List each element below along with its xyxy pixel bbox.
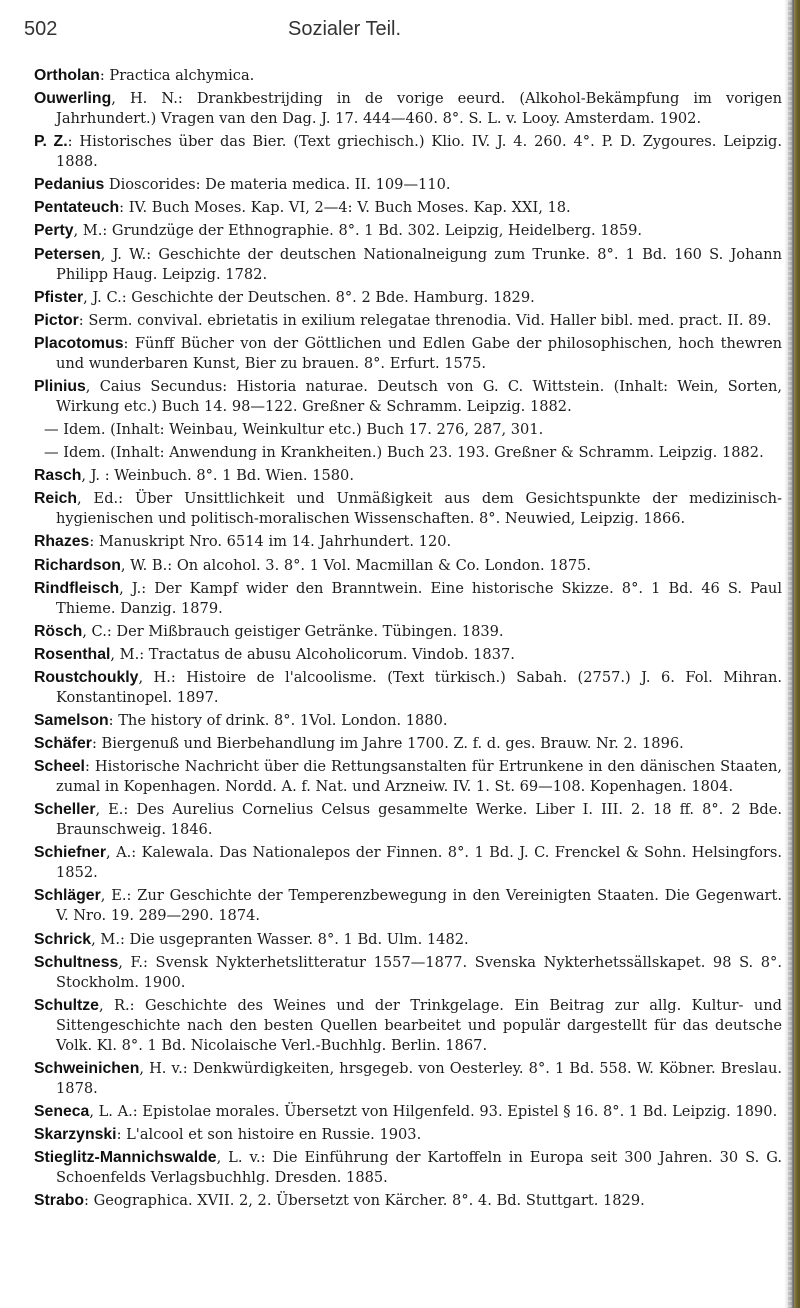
bibliography-entry [34, 466, 782, 486]
bibliography-entry [34, 221, 782, 241]
entry-text: — Idem. (Inhalt: Anwendung in Krankheiten.) Buch 23. 193. Greßner & Schramm. Leipzig. 1882. [44, 444, 764, 462]
entry-author: Ouwerling [34, 90, 112, 108]
entry-author: Ortholan [34, 67, 100, 84]
entry-text: , A.: Kalewala. Das Nationalepos der Finnen. 8°. 1 Bd. J. C. Frenckel & Sohn. Helsingfors. 1852. [56, 844, 782, 882]
bibliography-entry [34, 245, 782, 285]
entry-text: : Practica alchymica. [99, 67, 255, 84]
page-number: 502 [24, 18, 58, 40]
entry-text: — Idem. (Inhalt: Weinbau, Weinkultur etc.) Buch 17. 276, 287, 301. [44, 421, 544, 439]
entry-text: , Ed.: Über Unsittlichkeit und Unmäßigkeit aus dem Gesichtspunkte der medizinisch-hygienischen und politisch-moralischen Wissenschaften. 8°. Neuwied, Leipzig. 1866. [56, 490, 782, 528]
bibliography-entry [34, 489, 782, 529]
entry-text: : L'alcool et son histoire en Russie. 1903. [116, 1126, 422, 1143]
entry-text: , J. W.: Geschichte der deutschen Nationalneigung zum Trunke. 8°. 1 Bd. 160 S. Johann Philipp Haug. Leipzig. 1782. [56, 245, 782, 283]
bibliography-entry [34, 645, 782, 665]
bibliography-entry [34, 996, 782, 1056]
entry-text: , H. v.: Denkwürdigkeiten, hrsgegeb. von Oesterley. 8°. 1 Bd. 558. W. Köbner. Breslau. 1878. [56, 1059, 782, 1097]
entry-text: , W. B.: On alcohol. 3. 8°. 1 Vol. Macmillan & Co. London. 1875. [120, 556, 592, 574]
entry-author: Seneca [34, 1102, 90, 1120]
entry-author: Rindfleisch [34, 579, 120, 597]
entry-text: , M.: Grundzüge der Ethnographie. 8°. 1 Bd. 302. Leipzig, Heidelberg. 1859. [73, 222, 643, 240]
bibliography-entry [34, 175, 782, 195]
entry-author: Reich [34, 490, 78, 508]
entry-author: Pedanius [34, 176, 105, 194]
entry-text: : Historische Nachricht über die Rettungsanstalten für Ertrunkene in den dänischen Staaten, zumal in Kopenhagen. Nordd. A. f. Nat. und Arzneiw. IV. 1. St. 69—108. Kopenhagen. 1804. [56, 758, 782, 796]
entry-text: , H. N.: Drankbestrijding in de vorige eeurd. (Alkohol-Bekämpfung im vorigen Jahrhundert.) Vragen van den Dag. J. 17. 444—460. 8°. S. L. v. Looy. Amsterdam. 1902. [56, 90, 782, 128]
entry-author: Pentateuch [34, 199, 120, 217]
entry-author: Samelson [34, 711, 109, 729]
bibliography-entry [34, 198, 782, 218]
entry-text: , R.: Geschichte des Weines und der Trinkgelage. Ein Beitrag zur allg. Kultur- und Sittengeschichte nach den besten Quellen bearbeitet und populär dargestellt für das deutsche Volk. Kl. 8°. 1 Bd. Nicolaische Verl.-Buchhlg. Berlin. 1867. [56, 996, 782, 1054]
entry-text: , J. : Weinbuch. 8°. 1 Bd. Wien. 1580. [81, 467, 354, 485]
entry-author: Schultness [34, 953, 119, 971]
bibliography-entry [34, 622, 782, 642]
book-page-edge [784, 0, 800, 1308]
bibliography-entry [34, 1191, 782, 1211]
entry-author: Roustchoukly [34, 668, 139, 686]
entry-author: Schultze [34, 996, 99, 1014]
entry-author: Schläger [34, 887, 101, 905]
entry-text: : Historisches über das Bier. (Text griechisch.) Klio. IV. J. 4. 260. 4°. P. D. Zygoures. Leipzig. 1888. [56, 133, 782, 171]
bibliography-entry [34, 377, 782, 417]
entry-author: P. Z. [34, 133, 68, 151]
entry-author: Schäfer [34, 735, 92, 753]
bibliography-entry [34, 532, 782, 552]
entry-author: Placotomus [34, 334, 124, 352]
entry-text: : The history of drink. 8°. 1Vol. London. 1880. [108, 711, 448, 729]
entry-text: , H.: Histoire de l'alcoolisme. (Text türkisch.) Sabah. (2757.) J. 6. Fol. Mihran. Konstantinopel. 1897. [56, 668, 782, 706]
bibliography-entry [34, 668, 782, 708]
bibliography-entry [34, 579, 782, 619]
entry-author: Pictor [34, 311, 79, 329]
entry-author: Richardson [34, 556, 121, 574]
bibliography-entry [34, 1125, 782, 1145]
bibliography-entry [34, 1148, 782, 1188]
entry-author: Strabo [34, 1192, 85, 1210]
entry-text: Dioscorides: De materia medica. II. 109—110. [104, 176, 451, 194]
entry-text: , M.: Tractatus de abusu Alcoholicorum. Vindob. 1837. [110, 645, 515, 663]
bibliography-entry [34, 132, 782, 172]
bibliography-entry [34, 66, 782, 86]
entry-author: Schiefner [34, 844, 106, 862]
bibliography-entry [34, 1059, 782, 1099]
entry-text: , E.: Zur Geschichte der Temperenzbewegung in den Vereinigten Staaten. Die Gegenwart. V. Nro. 19. 289—290. 1874. [56, 887, 782, 925]
bibliography-entry [34, 288, 782, 308]
entry-text: : Manuskript Nro. 6514 im 14. Jahrhundert. 120. [89, 533, 452, 551]
bibliography-entry [34, 334, 782, 374]
entry-text: : IV. Buch Moses. Kap. VI, 2—4: V. Buch Moses. Kap. XXI, 18. [119, 199, 571, 217]
entry-author: Skarzynski [34, 1126, 117, 1143]
entry-author: Perty [34, 222, 74, 240]
bibliography-entry [34, 953, 782, 993]
entry-author: Schrick [34, 930, 92, 948]
entry-author: Scheel [34, 758, 85, 776]
bibliography-entry [34, 89, 782, 129]
bibliography-entry [34, 443, 782, 463]
bibliography-entry [34, 734, 782, 754]
entry-text: , M.: Die usgepranten Wasser. 8°. 1 Bd. Ulm. 1482. [91, 930, 469, 948]
entry-author: Pfister [34, 288, 84, 306]
entry-text: , J. C.: Geschichte der Deutschen. 8°. 2 Bde. Hamburg. 1829. [83, 288, 535, 306]
bibliography-entry [34, 843, 782, 883]
bibliography-entry [34, 420, 782, 440]
bibliography-entry [34, 311, 782, 331]
bibliography-entry [34, 556, 782, 576]
bibliography-entry [34, 800, 782, 840]
bibliography-entry [34, 711, 782, 731]
entry-text: , L. v.: Die Einführung der Kartoffeln in Europa seit 300 Jahren. 30 S. G. Schoenfelds Verlagsbuchhlg. Dresden. 1885. [56, 1149, 782, 1187]
entry-author: Rosenthal [34, 645, 111, 663]
entry-text: : Biergenuß und Bierbehandlung im Jahre 1700. Z. f. d. ges. Brauw. Nr. 2. 1896. [91, 735, 684, 753]
entry-author: Petersen [34, 245, 101, 263]
bibliography-entry [34, 1102, 782, 1122]
entry-text: , E.: Des Aurelius Cornelius Celsus gesammelte Werke. Liber I. III. 2. 18 ff. 8°. 2 Bde. Braunschweig. 1846. [56, 801, 782, 839]
entry-author: Scheller [34, 801, 96, 819]
bibliography-entry [34, 930, 782, 950]
entry-text: : Fünff Bücher von der Göttlichen und Edlen Gabe der philosophischen, hoch thewren und wunderbaren Kunst, Bier zu brauen. 8°. Erfurt. 1575. [56, 334, 782, 372]
entry-text: , Caius Secundus: Historia naturae. Deutsch von G. C. Wittstein. (Inhalt: Wein, Sorten, Wirkung etc.) Buch 14. 98—122. Greßner & Schramm. Leipzig. 1882. [56, 377, 782, 415]
entry-text: , J.: Der Kampf wider den Branntwein. Eine historische Skizze. 8°. 1 Bd. 46 S. Paul Thieme. Danzig. 1879. [56, 579, 782, 617]
entry-text: , C.: Der Mißbrauch geistiger Getränke. Tübingen. 1839. [82, 622, 504, 640]
bibliography-entry [34, 757, 782, 797]
entry-text: : Geographica. XVII. 2, 2. Übersetzt von Kärcher. 8°. 4. Bd. Stuttgart. 1829. [84, 1192, 645, 1210]
entry-author: Schweinichen [34, 1059, 140, 1077]
entry-author: Stieglitz-Mannichswalde [34, 1149, 217, 1167]
entry-text: , L. A.: Epistolae morales. Übersetzt von Hilgenfeld. 93. Epistel § 16. 8°. 1 Bd. Leipzig. 1890. [89, 1102, 778, 1120]
bibliography-entry [34, 886, 782, 926]
entry-author: Plinius [34, 377, 86, 395]
running-title: Sozialer Teil. [288, 18, 402, 40]
running-head [24, 18, 776, 48]
entry-text: , F.: Svensk Nykterhetslitteratur 1557—1877. Svenska Nykterhetssällskapet. 98 S. 8°. Stockholm. 1900. [56, 953, 782, 991]
entry-author: Rasch [34, 467, 82, 485]
entry-text: : Serm. convival. ebrietatis in exilium relegatae threnodia. Vid. Haller bibl. med. pract. II. 89. [78, 311, 772, 329]
entry-author: Rösch [34, 622, 83, 640]
bibliography-list [34, 66, 782, 1214]
entry-author: Rhazes [34, 533, 90, 551]
